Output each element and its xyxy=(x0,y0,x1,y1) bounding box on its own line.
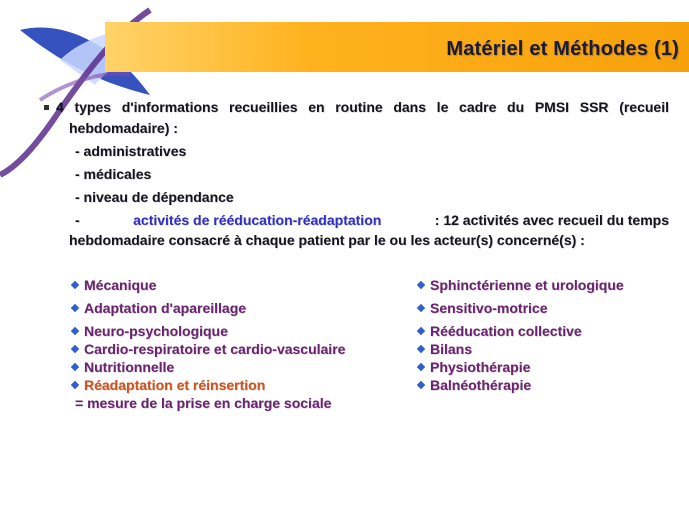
diamond-bullet-icon xyxy=(417,281,425,289)
diamond-bullet-icon xyxy=(417,327,425,335)
list-item-sphincterienne: Sphinctérienne et urologique xyxy=(418,277,624,293)
diamond-bullet-icon xyxy=(417,363,425,371)
list-item-cardio: Cardio-respiratoire et cardio-vasculaire xyxy=(72,341,345,357)
diamond-bullet-icon xyxy=(71,281,79,289)
list-item-reeducation-collective: Rééducation collective xyxy=(418,323,582,339)
diamond-bullet-icon xyxy=(71,381,79,389)
diamond-bullet-icon xyxy=(71,304,79,312)
list-item-adaptation: Adaptation d'apareillage xyxy=(72,300,246,316)
list-item-neuro: Neuro-psychologique xyxy=(72,323,228,339)
sub-item-medicales: - médicales xyxy=(75,166,152,182)
activities-dash: - xyxy=(75,212,80,228)
diamond-bullet-icon xyxy=(417,345,425,353)
list-item-nutritionnelle: Nutritionnelle xyxy=(72,359,174,375)
intro-line-2: hebdomadaire) : xyxy=(69,120,178,136)
list-item-bilans: Bilans xyxy=(418,341,472,357)
list-item-mecanique: Mécanique xyxy=(72,277,156,293)
list-item-readaptation: Réadaptation et réinsertion xyxy=(72,377,265,393)
sub-item-dependance: - niveau de dépendance xyxy=(75,189,234,205)
sub-item-administratives: - administratives xyxy=(75,143,187,159)
diamond-bullet-icon xyxy=(417,381,425,389)
list-item-balneotherapie: Balnéothérapie xyxy=(418,377,531,393)
slide-title: Matériel et Méthodes (1) xyxy=(446,38,679,60)
activities-rest: : 12 activités avec recueil du temps xyxy=(434,212,669,228)
list-item-physiotherapie: Physiothérapie xyxy=(418,359,530,375)
activities-line-1 xyxy=(75,212,669,228)
diamond-bullet-icon xyxy=(417,304,425,312)
activities-line-2: hebdomadaire consacré à chaque patient par le ou les acteur(s) concerné(s) : xyxy=(69,232,585,248)
diamond-bullet-icon xyxy=(71,363,79,371)
diamond-bullet-icon xyxy=(71,327,79,335)
list-item-sensitivo: Sensitivo-motrice xyxy=(418,300,547,316)
activities-highlight: activités de rééducation-réadaptation xyxy=(133,212,382,228)
diamond-bullet-icon xyxy=(71,345,79,353)
bullet-icon xyxy=(44,105,49,110)
intro-line-1: 4 types d'informations recueillies en routine dans le cadre du PMSI SSR (recueil xyxy=(56,99,669,115)
list-item-note: = mesure de la prise en charge sociale xyxy=(75,395,332,411)
